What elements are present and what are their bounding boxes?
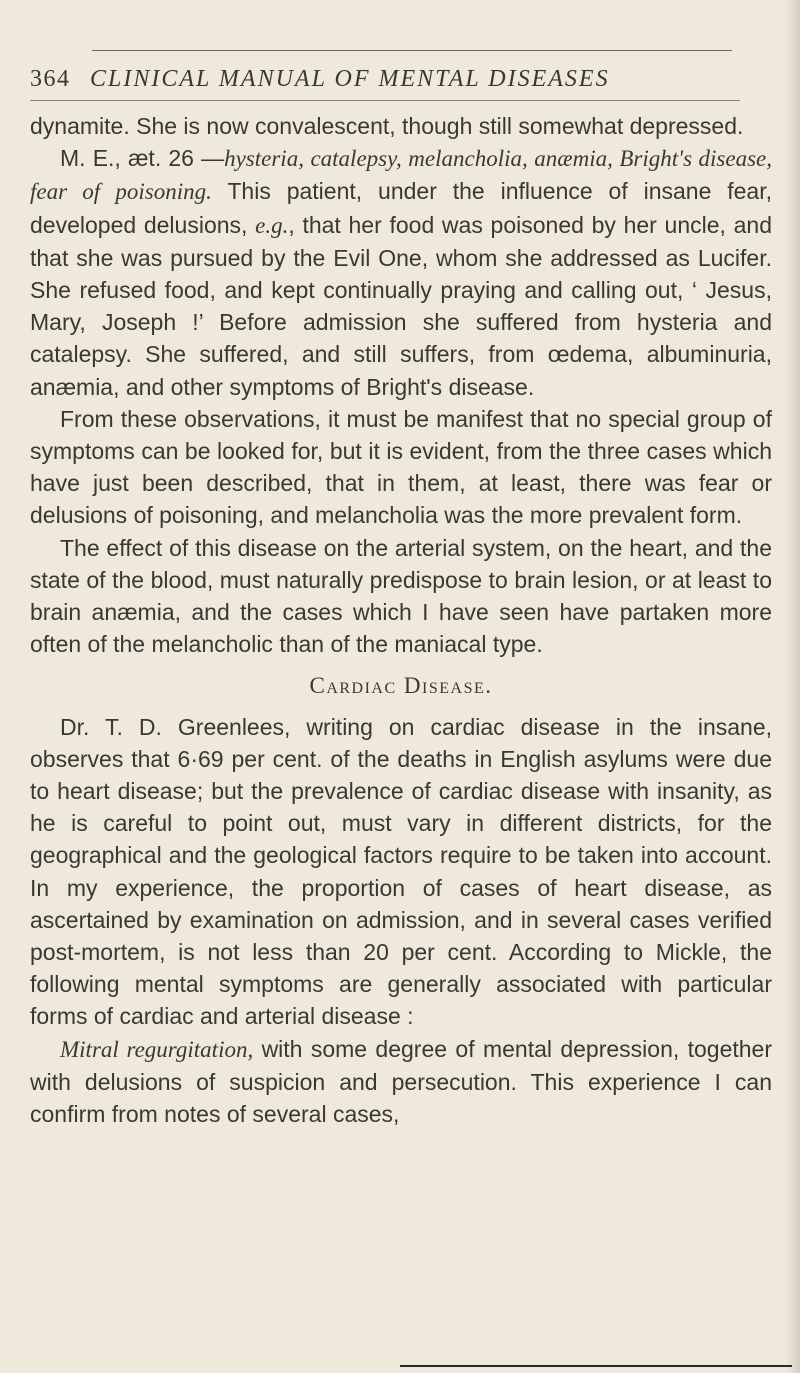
eg-abbreviation: e.g. [255, 212, 289, 238]
page-edge-shadow [786, 0, 800, 1373]
section-heading: Cardiac Disease. [309, 673, 493, 699]
paragraph-2-text: This patient, under the influence of insane fear, developed delusions, [30, 178, 772, 238]
paragraph-6 [30, 1033, 772, 1131]
header-rule [30, 100, 740, 101]
body-text [30, 110, 772, 1130]
paragraph-1 [30, 110, 772, 142]
mitral-term: Mitral regurgitation, [60, 1036, 254, 1062]
paragraph-4 [30, 532, 772, 661]
paragraph-4-text: The effect of this disease on the arterial system, on the heart, and the state of the blood, must naturally predispose to brain lesion, or at least to brain anæmia, and the cases which I have seen have partaken more often of the melancholic than of the maniacal type. [30, 534, 772, 658]
top-rule [92, 50, 732, 51]
paragraph-3-text: From these observations, it must be manifest that no special group of symptoms can be looked for, but it is evident, from the three cases which have just been described, that in them, at least, there was fear or delusions of poisoning, and melancholia was the more prevalent form. [30, 405, 772, 529]
paragraph-1-text: dynamite. She is now convalescent, though still somewhat depressed. [30, 113, 744, 139]
running-title: CLINICAL MANUAL OF MENTAL DISEASES [90, 66, 610, 92]
paragraph-3 [30, 403, 772, 532]
page-header [30, 66, 730, 98]
paragraph-5 [30, 711, 772, 1033]
case-label: M. E., æt. 26 — [60, 145, 225, 172]
paragraph-6-text: with some degree of mental depression, together with delusions of suspicion and persecution. This experience I can confirm from notes of several cases, [30, 1035, 772, 1128]
paragraph-2 [30, 142, 772, 403]
paragraph-5-text: Dr. T. D. Greenlees, writing on cardiac disease in the insane, observes that 6·69 per cent. of the deaths in English asylums were due to heart disease; but the prevalence of cardiac disease with insanity, as he is careful to point out, must vary in different districts, for the geographical and the geological factors require to be taken into account. In my experience, the proportion of cases of heart disease, as ascertained by examination on admission, and in several cases verified post-mortem, is not less than 20 per cent. According to Mickle, the following mental symptoms are generally associated with particular forms of cardiac and arterial disease : [30, 713, 772, 1030]
page-number: 364 [30, 66, 71, 92]
case-diagnosis: hysteria, catalepsy, melancholia, anæmia, Bright's disease, fear of poisoning. [30, 146, 772, 205]
bottom-rule [400, 1365, 792, 1367]
paragraph-2-text-cont: , that her food was poisoned by her uncle, and that she was pursued by the Evil One, whom she addressed as Lucifer. She refused food, and kept continually praying and calling out, ‘ Jesus, Mary, Joseph !’ Before admission she suffered from hysteria and catalepsy. She suffered, and still suffers, from œdema, albuminuria, anæmia, and other symptoms of Bright's disease. [30, 211, 772, 400]
